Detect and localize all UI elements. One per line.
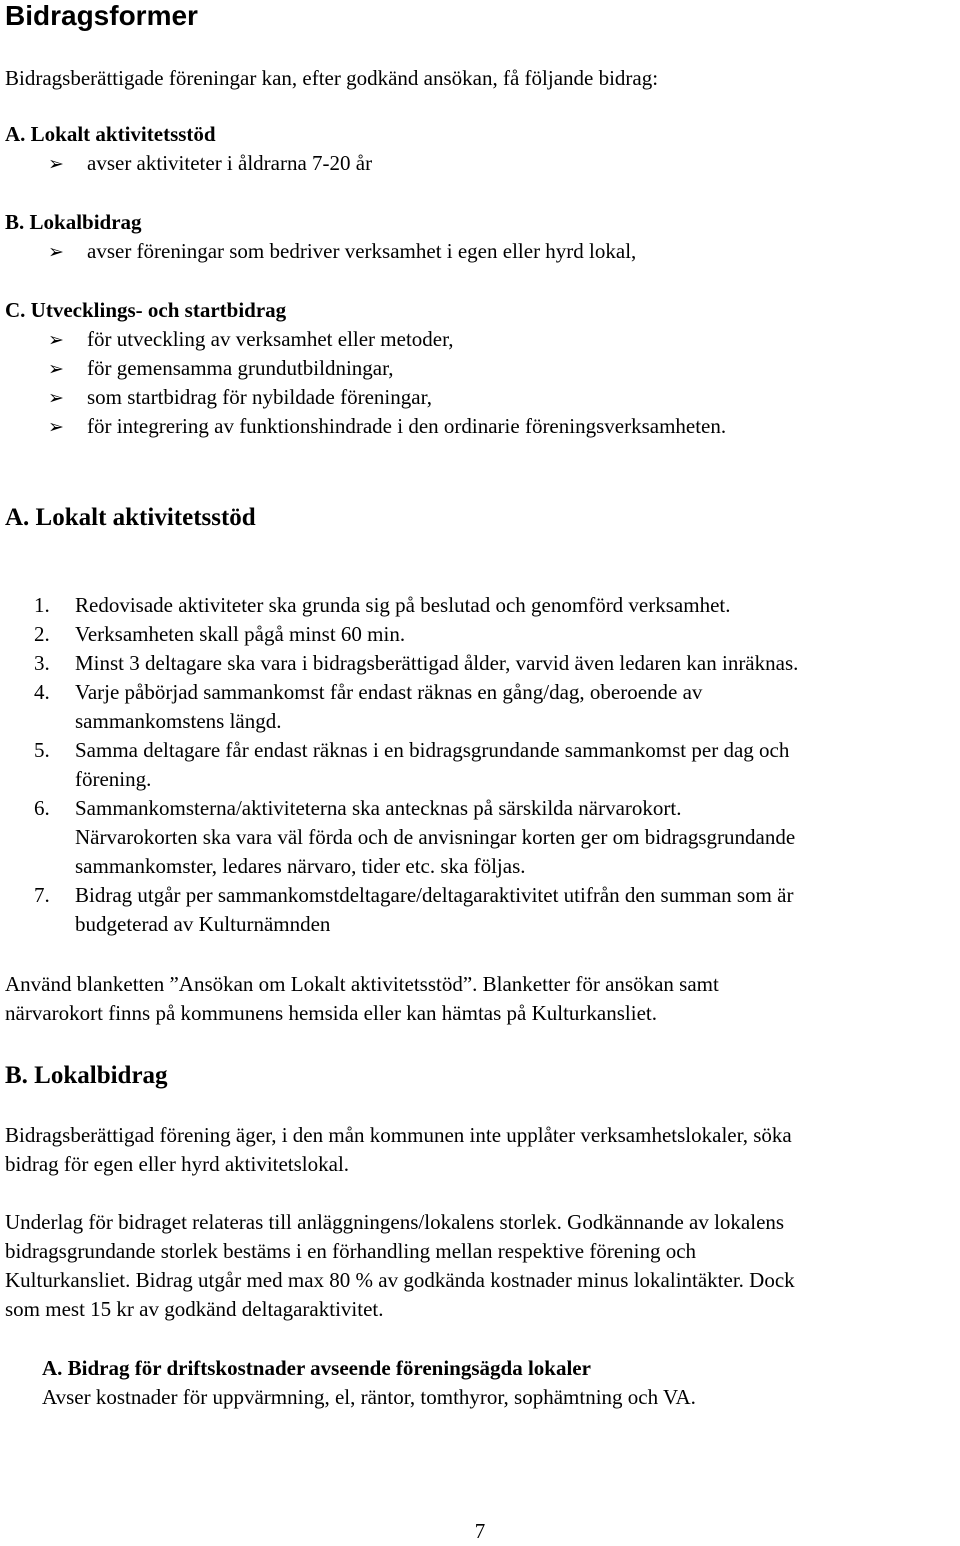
- section-b-sub-heading: A. Bidrag för driftskostnader avseende föreningsägda lokaler: [42, 1356, 591, 1380]
- overview-b: [5, 208, 636, 266]
- rule-item: 4. Varje påbörjad sammankomst får endast räknas en gång/dag, oberoende av sammankomstens längd.: [34, 680, 703, 733]
- page-title: Bidragsformer: [5, 0, 198, 31]
- rule-item: 1. Redovisade aktiviteter ska grunda sig på beslutad och genomförd verksamhet.: [34, 593, 731, 617]
- overview-a-heading: A. Lokalt aktivitetsstöd: [5, 122, 216, 146]
- arrowhead-bullet-icon: ➢: [48, 154, 64, 175]
- list-item: ➢ avser aktiviteter i åldrarna 7-20 år: [5, 149, 372, 178]
- list-item: ➢ för integrering av funktionshindrade i den ordinarie föreningsverksamheten.: [5, 412, 726, 441]
- rule-item: 6. Sammankomsterna/aktiviteterna ska antecknas på särskilda närvarokort. Närvarokorten ska vara väl förda och de anvisningar korten ger om bidragsgrundande sammankomster, ledares närvaro, tider etc. ska följas.: [34, 796, 796, 878]
- section-b-subsection: [42, 1354, 696, 1412]
- overview-a: [5, 120, 372, 178]
- list-item: ➢ avser föreningar som bedriver verksamhet i egen eller hyrd lokal,: [5, 237, 636, 266]
- section-b-paragraph-2: Underlag för bidraget relateras till anläggningens/lokalens storlek. Godkännande av lokalens bidragsgrundande storlek bestäms i en förhandling mellan respektive förening och Kulturkansliet. Bidrag utgår med max 80 % av godkända kostnader minus lokalintäkter. Dock som mest 15 kr av godkänd deltagaraktivitet.: [5, 1210, 795, 1321]
- section-b-sub-text: Avser kostnader för uppvärmning, el, räntor, tomthyror, sophämtning och VA.: [42, 1385, 696, 1409]
- rule-item: 5. Samma deltagare får endast räknas i en bidragsgrundande sammankomst per dag och förening.: [34, 738, 790, 791]
- arrowhead-bullet-icon: ➢: [48, 388, 64, 409]
- page-number: 7: [474, 1519, 486, 1543]
- intro-text: Bidragsberättigade föreningar kan, efter godkänd ansökan, få följande bidrag:: [5, 66, 659, 90]
- rule-item: 7. Bidrag utgår per sammankomstdeltagare/deltagaraktivitet utifrån den summan som är budgeterad av Kulturnämnden: [34, 883, 794, 936]
- arrowhead-bullet-icon: ➢: [48, 330, 64, 351]
- list-item: ➢ som startbidrag för nybildade föreningar,: [5, 383, 726, 412]
- arrowhead-bullet-icon: ➢: [48, 359, 64, 380]
- arrowhead-bullet-icon: ➢: [48, 242, 64, 263]
- overview-b-heading: B. Lokalbidrag: [5, 210, 142, 234]
- section-a-heading: A. Lokalt aktivitetsstöd: [5, 504, 256, 531]
- section-a-note: Använd blanketten ”Ansökan om Lokalt aktivitetsstöd”. Blanketter för ansökan samt närvarokort finns på kommunens hemsida eller kan hämtas på Kulturkansliet.: [5, 972, 719, 1025]
- list-item: ➢ för utveckling av verksamhet eller metoder,: [5, 325, 726, 354]
- overview-c-heading: C. Utvecklings- och startbidrag: [5, 298, 287, 322]
- section-b-paragraph-1: Bidragsberättigad förening äger, i den mån kommunen inte upplåter verksamhetslokaler, söka bidrag för egen eller hyrd aktivitetslokal.: [5, 1123, 792, 1176]
- rule-item: 3. Minst 3 deltagare ska vara i bidragsberättigad ålder, varvid även ledaren kan inräknas.: [34, 651, 799, 675]
- arrowhead-bullet-icon: ➢: [48, 417, 64, 438]
- section-a-rules: [0, 591, 798, 939]
- overview-c: [5, 296, 726, 441]
- list-item: ➢ för gemensamma grundutbildningar,: [5, 354, 726, 383]
- section-b-heading: B. Lokalbidrag: [5, 1062, 168, 1089]
- rule-item: 2. Verksamheten skall pågå minst 60 min.: [34, 622, 406, 646]
